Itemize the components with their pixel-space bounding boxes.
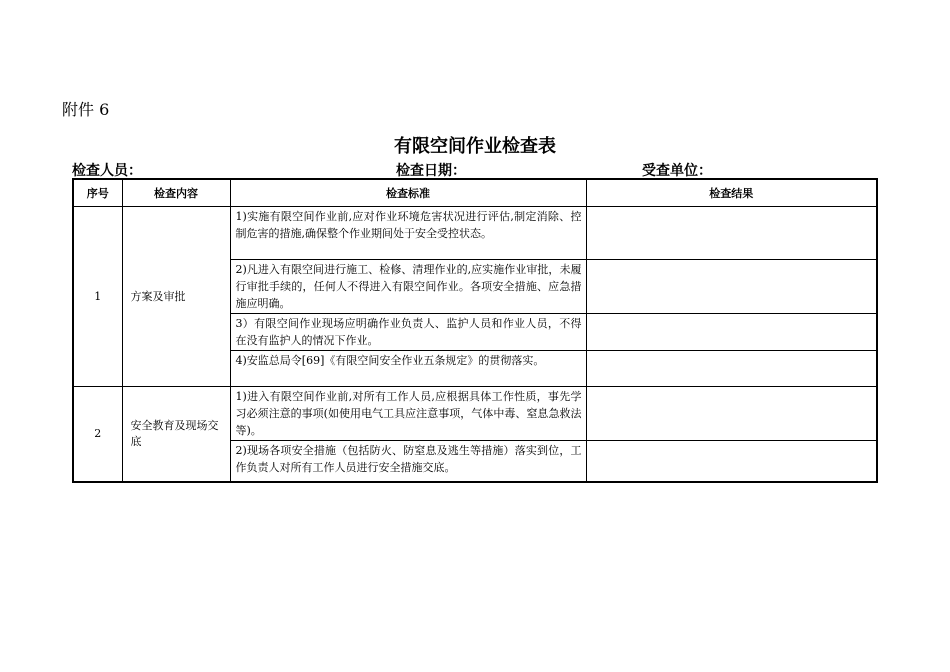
header-seq: 序号 (73, 179, 122, 207)
table-row (73, 387, 877, 441)
inspection-date-label: 检查日期： (396, 163, 466, 179)
result-cell[interactable] (586, 351, 877, 387)
inspection-table (72, 178, 878, 483)
result-cell[interactable] (586, 387, 877, 441)
criteria-cell: 2)现场各项安全措施（包括防火、防窒息及逃生等措施）落实到位，工作负责人对所有工作人员进行安全措施交底。 (230, 441, 586, 482)
result-cell[interactable] (586, 260, 877, 314)
table-row (73, 207, 877, 260)
table-header-row (73, 179, 877, 207)
attachment-label: 附件 6 (62, 100, 110, 119)
row-seq: 1 (73, 207, 122, 387)
row-content: 方案及审批 (122, 207, 230, 387)
criteria-cell: 1)实施有限空间作业前,应对作业环境危害状况进行评估,制定消除、控制危害的措施,确保整个作业期间处于安全受控状态。 (230, 207, 586, 260)
criteria-cell: 3）有限空间作业现场应明确作业负责人、监护人员和作业人员，不得在没有监护人的情况下作业。 (230, 314, 586, 351)
header-content: 检查内容 (122, 179, 230, 207)
inspector-label: 检查人员： (72, 163, 142, 179)
row-content: 安全教育及现场交底 (122, 387, 230, 482)
header-criteria: 检查标准 (230, 179, 586, 207)
criteria-cell: 2)凡进入有限空间进行施工、检修、清理作业的,应实施作业审批，未履行审批手续的，任何人不得进入有限空间作业。各项安全措施、应急措施应明确。 (230, 260, 586, 314)
criteria-cell: 1)进入有限空间作业前,对所有工作人员,应根据具体工作性质，事先学习必须注意的事项(如使用电气工具应注意事项，气体中毒、窒息急救法等)。 (230, 387, 586, 441)
row-seq: 2 (73, 387, 122, 482)
header-result: 检查结果 (586, 179, 877, 207)
result-cell[interactable] (586, 314, 877, 351)
page-title: 有限空间作业检查表 (394, 136, 556, 157)
inspected-unit-label: 受查单位： (642, 163, 712, 179)
result-cell[interactable] (586, 207, 877, 260)
result-cell[interactable] (586, 441, 877, 482)
criteria-cell: 4)安监总局令[69]《有限空间安全作业五条规定》的贯彻落实。 (230, 351, 586, 387)
